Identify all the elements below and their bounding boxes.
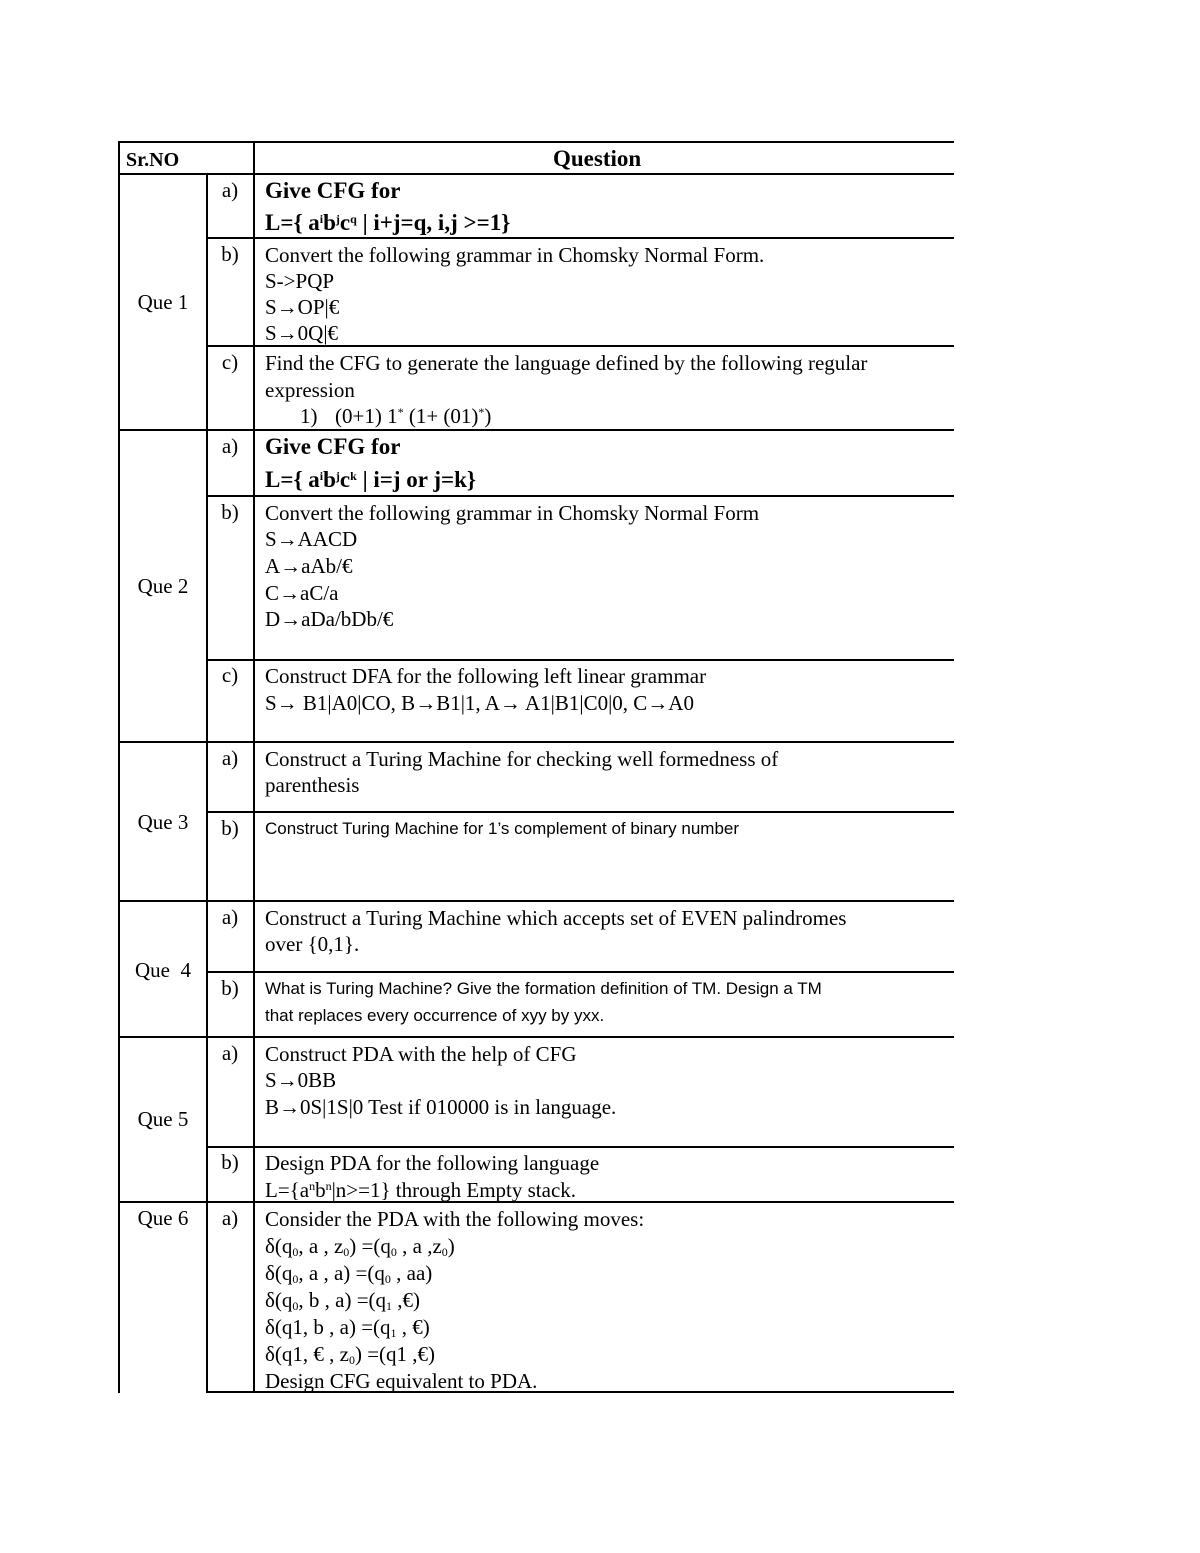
sub-question-label: b): [221, 242, 239, 266]
q1b-line: S→0Q|€: [265, 321, 339, 345]
q1c-item-number: 1): [300, 404, 318, 428]
sub-question-label: a): [221, 1206, 239, 1230]
question-number: Que 6: [137, 1206, 189, 1230]
q5a-line: S→0BB: [265, 1068, 337, 1092]
q1b-line: Convert the following grammar in Chomsky Normal Form.: [265, 243, 765, 267]
q6-move: δ(q1, b , $a) =(q_1$ , €): [265, 1315, 430, 1340]
q2c-line: Construct DFA for the following left linear grammar: [265, 664, 707, 688]
sub-question-label: a): [221, 746, 239, 770]
question-number: Que 5: [137, 1107, 189, 1131]
q2b-line: Convert the following grammar in Chomsky Normal Form: [265, 501, 760, 525]
question-number: Que 1: [137, 290, 189, 314]
row-separator: [206, 659, 954, 661]
group-separator: [118, 741, 954, 743]
q5a-line: Construct PDA with the help of CFG: [265, 1042, 577, 1066]
q2c-line: S→ B1|A0|CO, B→B1|1, A→ A1|B1|C0|0, C→A0: [265, 691, 694, 715]
row-separator: [206, 237, 954, 239]
q6-move: $\delta(q_0$, b , $a) =(q_1$ ,€): [265, 1288, 421, 1313]
sub-question-label: c): [221, 350, 239, 374]
header-bottom-border: [118, 173, 954, 175]
group-separator: [118, 429, 954, 431]
q6-move: δ(q1, € , $z_0) =(q1$ ,€): [265, 1342, 436, 1367]
question-number: Que 4: [135, 958, 191, 982]
q1c-line: Find the CFG to generate the language defined by the following regular: [265, 351, 868, 375]
q1a-line1: Give CFG for: [265, 178, 401, 203]
q3a-line: Construct a Turing Machine for checking well formedness of: [265, 747, 779, 771]
q6-move: $\delta(q_0$, a , $z_0) =(q_0$ , a $,z_0$): [265, 1234, 455, 1259]
sub-question-label: a): [221, 434, 239, 458]
sub-question-label: a): [221, 905, 239, 929]
question-number: Que 2: [137, 574, 189, 598]
sub-question-label: a): [221, 1041, 239, 1065]
q4b-line: that replaces every occurrence of xyy by yxx.: [265, 1006, 605, 1025]
sub-question-label: b): [221, 976, 239, 1000]
q3a-line: parenthesis: [265, 773, 360, 797]
q1c-regex: (0+1) 1* (1+ (01)*): [335, 404, 492, 428]
q6-move: $\delta(q_0$, a , $a) =(q_0$ , aa): [265, 1261, 433, 1286]
q1c-line: expression: [265, 378, 355, 402]
q4b-line: What is Turing Machine? Give the formation definition of TM. Design a TM: [265, 979, 822, 998]
q1b-line: S->PQP: [265, 269, 335, 293]
q2b-line: D→aDa/bDb/€: [265, 607, 394, 631]
q2a-language: L={ $a^ib^jc^k$ | i=j or j=k}: [265, 467, 476, 492]
group-separator: [118, 900, 954, 902]
q2a-line1: Give CFG for: [265, 434, 401, 459]
header-srno: Sr.NO: [126, 149, 180, 171]
q3b-line: Construct Turing Machine for 1’s complement of binary number: [265, 819, 740, 838]
q5a-line: B→0S|1S|0 Test if 010000 is in language.: [265, 1095, 617, 1119]
q6a-end: Design CFG equivalent to PDA.: [265, 1369, 538, 1393]
q5b-line1: Design PDA for the following language: [265, 1151, 600, 1175]
q5b-language: $L=\{a^nb^n|n>=1\}$ through Empty stack.: [265, 1178, 577, 1202]
q4a-line: Construct a Turing Machine which accepts set of EVEN palindromes: [265, 906, 847, 930]
question-number: Que 3: [137, 810, 189, 834]
q2b-line: C→aC/a: [265, 581, 339, 605]
q1a-language: L={ $a^ib^jc^q$ | i+j=q, i,j >=1}: [265, 210, 511, 235]
sub-question-label: b): [221, 1150, 239, 1174]
row-separator: [206, 1146, 954, 1148]
sub-question-label: c): [221, 663, 239, 687]
q6a-intro: Consider the PDA with the following moves:: [265, 1207, 645, 1231]
row-separator: [206, 971, 954, 973]
sub-question-label: a): [221, 178, 239, 202]
row-separator: [206, 811, 954, 813]
q4a-line: over {0,1}.: [265, 932, 360, 956]
table-top-border: [118, 141, 954, 143]
header-question: Question: [553, 146, 642, 171]
sub-question-label: b): [221, 816, 239, 840]
sub-question-label: b): [221, 500, 239, 524]
q2b-line: S→AACD: [265, 527, 358, 551]
q2b-line: A→aAb/€: [265, 554, 353, 578]
q1b-line: S→OP|€: [265, 295, 340, 319]
group-separator: [118, 1036, 954, 1038]
row-separator: [206, 495, 954, 497]
